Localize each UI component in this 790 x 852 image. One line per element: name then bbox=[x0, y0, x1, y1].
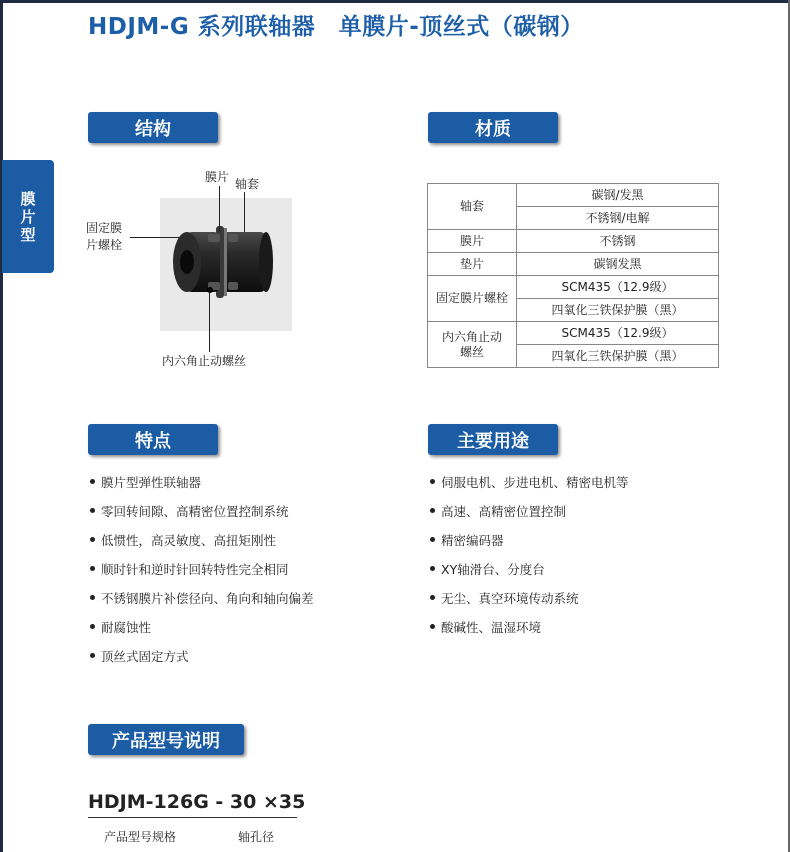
list-item-text: 膜片型弹性联轴器 bbox=[101, 475, 202, 490]
table-cell-part: 轴套 bbox=[428, 184, 517, 230]
table-cell-part-line: 螺丝 bbox=[459, 344, 484, 359]
bullet-icon bbox=[90, 566, 95, 571]
section-header-structure: 结构 bbox=[88, 112, 218, 143]
list-item bbox=[90, 474, 314, 503]
list-item bbox=[90, 619, 314, 648]
list-item bbox=[430, 532, 629, 561]
bullet-icon bbox=[90, 537, 95, 542]
table-row bbox=[428, 276, 719, 299]
leader-line-set-screw bbox=[209, 292, 210, 352]
list-item-text: 高速、高精密位置控制 bbox=[441, 504, 567, 519]
list-item bbox=[90, 503, 314, 532]
bullet-icon bbox=[430, 508, 435, 513]
features-list bbox=[90, 474, 314, 677]
list-item-text: 伺服电机、步进电机、精密电机等 bbox=[441, 475, 629, 490]
page-title: HDJM-G 系列联轴器 单膜片-顶丝式（碳钢） bbox=[88, 14, 584, 40]
table-cell-material: 不锈钢/电解 bbox=[517, 207, 719, 230]
bullet-icon bbox=[430, 566, 435, 571]
table-cell-material: 四氧化三铁保护膜（黑） bbox=[517, 299, 719, 322]
list-item bbox=[430, 503, 629, 532]
side-tab-char: 片 bbox=[20, 207, 36, 226]
list-item bbox=[430, 590, 629, 619]
top-border bbox=[0, 0, 790, 3]
table-cell-part-line: 内六角止动 bbox=[441, 329, 502, 344]
model-code: HDJM-126G - 30 ×35 bbox=[88, 791, 306, 813]
section-header-features: 特点 bbox=[88, 424, 218, 455]
table-cell-material: SCM435（12.9级） bbox=[517, 322, 719, 345]
table-cell-part: 垫片 bbox=[428, 253, 517, 276]
list-item bbox=[430, 561, 629, 590]
section-header-material: 材质 bbox=[428, 112, 558, 143]
list-item-text: 顶丝式固定方式 bbox=[101, 649, 189, 664]
material-table bbox=[427, 183, 719, 368]
list-item-text: 低惯性，高灵敏度、高扭矩刚性 bbox=[101, 533, 277, 548]
list-item bbox=[430, 619, 629, 648]
coupling-image bbox=[160, 198, 292, 331]
table-row bbox=[428, 253, 719, 276]
leader-line-sleeve bbox=[244, 192, 245, 232]
side-tab-diaphragm-type[interactable] bbox=[2, 160, 54, 273]
table-cell-material: SCM435（12.9级） bbox=[517, 276, 719, 299]
model-caption-bore: 轴孔径 bbox=[238, 830, 275, 844]
leader-line-fixing-bolt bbox=[130, 237, 180, 238]
bullet-icon bbox=[90, 595, 95, 600]
label-fixing-bolt-1: 固定膜 bbox=[86, 221, 123, 235]
label-fixing-bolt-2: 片螺栓 bbox=[86, 238, 123, 252]
list-item bbox=[90, 532, 314, 561]
list-item bbox=[90, 561, 314, 590]
table-cell-material: 碳钢/发黑 bbox=[517, 184, 719, 207]
table-cell-material: 碳钢发黑 bbox=[517, 253, 719, 276]
label-set-screw: 内六角止动螺丝 bbox=[162, 354, 247, 368]
list-item-text: 精密编码器 bbox=[441, 533, 504, 548]
leader-line-diaphragm bbox=[219, 186, 220, 232]
list-item-text: 零回转间隙、高精密位置控制系统 bbox=[101, 504, 289, 519]
model-underline bbox=[88, 817, 297, 818]
list-item-text: 耐腐蚀性 bbox=[101, 620, 152, 635]
list-item-text: 不锈钢膜片补偿径向、角向和轴向偏差 bbox=[101, 591, 314, 606]
list-item bbox=[90, 590, 314, 619]
bullet-icon bbox=[90, 508, 95, 513]
table-cell-material: 不锈钢 bbox=[517, 230, 719, 253]
list-item bbox=[90, 648, 314, 677]
left-border bbox=[0, 0, 3, 852]
table-row bbox=[428, 322, 719, 345]
table-row bbox=[428, 230, 719, 253]
label-diaphragm: 膜片 bbox=[205, 170, 230, 184]
section-header-uses: 主要用途 bbox=[428, 424, 558, 455]
list-item-text: 顺时针和逆时针回转特性完全相同 bbox=[101, 562, 289, 577]
model-caption-spec: 产品型号规格 bbox=[104, 830, 177, 844]
label-sleeve: 轴套 bbox=[235, 177, 260, 191]
bullet-icon bbox=[90, 479, 95, 484]
side-tab-char: 膜 bbox=[20, 189, 36, 208]
list-item bbox=[430, 474, 629, 503]
table-cell-part: 固定膜片螺栓 bbox=[428, 276, 517, 322]
bullet-icon bbox=[430, 479, 435, 484]
section-header-model: 产品型号说明 bbox=[88, 724, 244, 755]
table-cell-material: 四氧化三铁保护膜（黑） bbox=[517, 345, 719, 368]
bullet-icon bbox=[430, 595, 435, 600]
bullet-icon bbox=[90, 624, 95, 629]
table-row bbox=[428, 184, 719, 207]
list-item-text: 酸碱性、温湿环境 bbox=[441, 620, 542, 635]
uses-list bbox=[430, 474, 629, 648]
list-item-text: XY轴滑台、分度台 bbox=[441, 562, 545, 577]
bullet-icon bbox=[430, 624, 435, 629]
side-tab-char: 型 bbox=[20, 225, 36, 244]
table-cell-part: 膜片 bbox=[428, 230, 517, 253]
table-cell-part bbox=[428, 322, 517, 368]
bullet-icon bbox=[90, 653, 95, 658]
coupling-photo bbox=[160, 198, 292, 331]
bullet-icon bbox=[430, 537, 435, 542]
list-item-text: 无尘、真空环境传动系统 bbox=[441, 591, 579, 606]
